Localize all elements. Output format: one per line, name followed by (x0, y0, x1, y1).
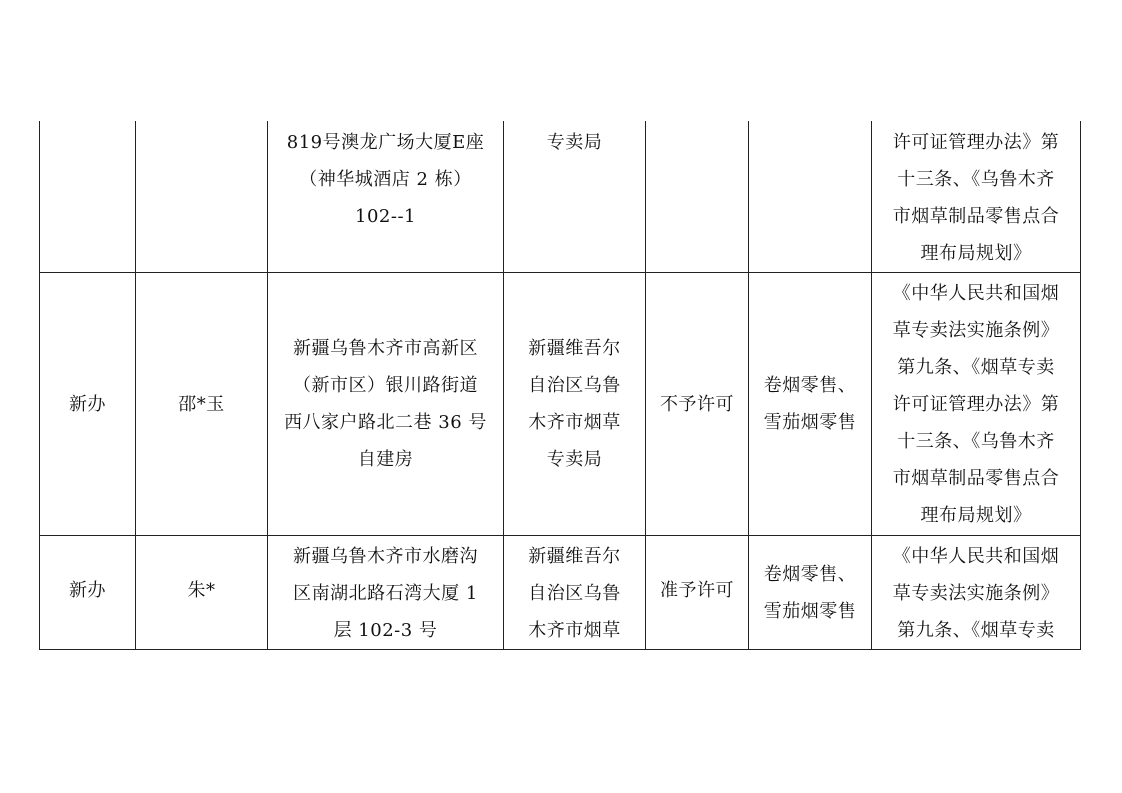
decision-cell: 不予许可 (646, 273, 749, 536)
applicant-name-cell: 朱* (136, 536, 268, 650)
table-row (40, 536, 1081, 650)
applicant-name-cell (136, 121, 268, 273)
business-scope-cell: 卷烟零售、 雪茄烟零售 (749, 273, 872, 536)
table-row (40, 273, 1081, 536)
decision-cell (646, 121, 749, 273)
business-scope-cell: 卷烟零售、 雪茄烟零售 (749, 536, 872, 650)
application-type-cell (40, 121, 136, 273)
licensing-authority-cell: 专卖局 (504, 121, 646, 273)
table-row (40, 121, 1081, 273)
business-scope-cell (749, 121, 872, 273)
business-address-cell: 新疆乌鲁木齐市水磨沟 区南湖北路石湾大厦 1 层 102-3 号 (268, 536, 504, 650)
application-type-cell: 新办 (40, 273, 136, 536)
application-type-cell: 新办 (40, 536, 136, 650)
legal-basis-cell: 许可证管理办法》第 十三条、《乌鲁木齐 市烟草制品零售点合 理布局规划》 (872, 121, 1081, 273)
license-decision-table (39, 121, 1081, 650)
licensing-authority-cell: 新疆维吾尔 自治区乌鲁 木齐市烟草 专卖局 (504, 273, 646, 536)
decision-cell: 准予许可 (646, 536, 749, 650)
legal-basis-cell: 《中华人民共和国烟 草专卖法实施条例》 第九条、《烟草专卖 许可证管理办法》第 十三条、《乌鲁木齐 市烟草制品零售点合 理布局规划》 (872, 273, 1081, 536)
applicant-name-cell: 邵*玉 (136, 273, 268, 536)
business-address-cell: 819号澳龙广场大厦E座 （神华城酒店 2 栋） 102--1 (268, 121, 504, 273)
licensing-authority-cell: 新疆维吾尔 自治区乌鲁 木齐市烟草 (504, 536, 646, 650)
legal-basis-cell: 《中华人民共和国烟 草专卖法实施条例》 第九条、《烟草专卖 (872, 536, 1081, 650)
business-address-cell: 新疆乌鲁木齐市高新区 （新市区）银川路街道 西八家户路北二巷 36 号 自建房 (268, 273, 504, 536)
